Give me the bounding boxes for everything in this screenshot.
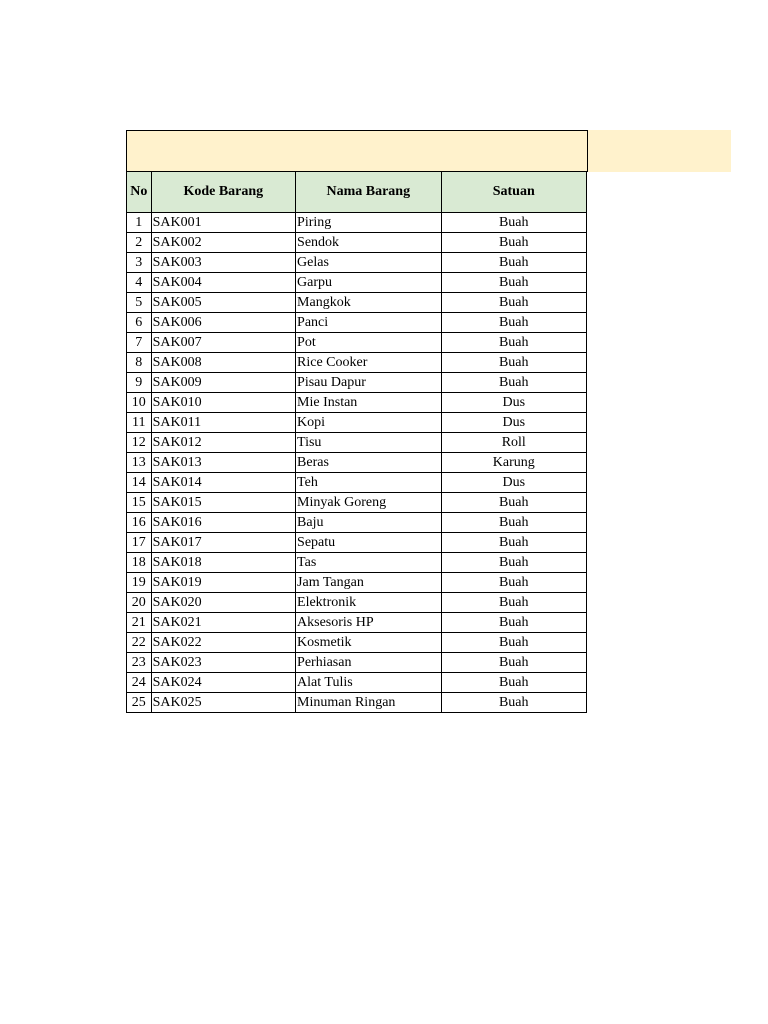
cell-satuan[interactable]: Buah xyxy=(441,273,587,293)
cell-satuan[interactable]: Buah xyxy=(441,493,587,513)
table-body xyxy=(127,213,587,713)
cell-satuan[interactable]: Buah xyxy=(441,653,587,673)
table-row xyxy=(127,493,587,513)
table-row xyxy=(127,593,587,613)
cell-nama-barang[interactable]: Sendok xyxy=(296,233,441,253)
cell-kode-barang[interactable]: SAK001 xyxy=(151,213,295,233)
cell-kode-barang[interactable]: SAK004 xyxy=(151,273,295,293)
cell-no[interactable]: 23 xyxy=(127,653,152,673)
cell-kode-barang[interactable]: SAK020 xyxy=(151,593,295,613)
cell-nama-barang[interactable]: Rice Cooker xyxy=(296,353,441,373)
table-row xyxy=(127,233,587,253)
cell-no[interactable]: 3 xyxy=(127,253,152,273)
cell-nama-barang[interactable]: Kosmetik xyxy=(296,633,441,653)
cell-nama-barang[interactable]: Mangkok xyxy=(296,293,441,313)
cell-nama-barang[interactable]: Pisau Dapur xyxy=(296,373,441,393)
title-cell xyxy=(126,130,588,172)
table-row xyxy=(127,513,587,533)
cell-kode-barang[interactable]: SAK011 xyxy=(151,413,295,433)
cell-kode-barang[interactable]: SAK017 xyxy=(151,533,295,553)
table-row xyxy=(127,373,587,393)
cell-kode-barang[interactable]: SAK006 xyxy=(151,313,295,333)
table-row xyxy=(127,353,587,373)
cell-nama-barang[interactable]: Gelas xyxy=(296,253,441,273)
table-row xyxy=(127,613,587,633)
table-row xyxy=(127,693,587,713)
cell-satuan[interactable]: Karung xyxy=(441,453,587,473)
cell-nama-barang[interactable]: Piring xyxy=(296,213,441,233)
table-row xyxy=(127,533,587,553)
cell-satuan[interactable]: Buah xyxy=(441,693,587,713)
table-row xyxy=(127,433,587,453)
cell-nama-barang[interactable]: Pot xyxy=(296,333,441,353)
cell-kode-barang[interactable]: SAK007 xyxy=(151,333,295,353)
cell-nama-barang[interactable]: Beras xyxy=(296,453,441,473)
cell-no[interactable]: 15 xyxy=(127,493,152,513)
cell-satuan[interactable]: Buah xyxy=(441,293,587,313)
cell-satuan[interactable]: Buah xyxy=(441,333,587,353)
header-nama-barang: Nama Barang xyxy=(296,172,441,213)
cell-satuan[interactable]: Buah xyxy=(441,633,587,653)
header-satuan: Satuan xyxy=(441,172,587,213)
cell-no[interactable]: 12 xyxy=(127,433,152,453)
header-no: No xyxy=(127,172,152,213)
cell-nama-barang[interactable]: Tas xyxy=(296,553,441,573)
cell-nama-barang[interactable]: Mie Instan xyxy=(296,393,441,413)
cell-satuan[interactable]: Buah xyxy=(441,253,587,273)
table-row xyxy=(127,553,587,573)
cell-nama-barang[interactable]: Elektronik xyxy=(296,593,441,613)
cell-satuan[interactable]: Buah xyxy=(441,533,587,553)
cell-nama-barang[interactable]: Panci xyxy=(296,313,441,333)
cell-kode-barang[interactable]: SAK009 xyxy=(151,373,295,393)
table-row xyxy=(127,413,587,433)
cell-satuan[interactable]: Buah xyxy=(441,353,587,373)
cell-no[interactable]: 18 xyxy=(127,553,152,573)
cell-kode-barang[interactable]: SAK003 xyxy=(151,253,295,273)
header-row xyxy=(127,172,587,213)
cell-kode-barang[interactable]: SAK002 xyxy=(151,233,295,253)
cell-kode-barang[interactable]: SAK023 xyxy=(151,653,295,673)
cell-kode-barang[interactable]: SAK010 xyxy=(151,393,295,413)
cell-no[interactable]: 20 xyxy=(127,593,152,613)
cell-nama-barang[interactable]: Baju xyxy=(296,513,441,533)
cell-kode-barang[interactable]: SAK024 xyxy=(151,673,295,693)
table-row xyxy=(127,653,587,673)
cell-nama-barang[interactable]: Perhiasan xyxy=(296,653,441,673)
cell-satuan[interactable]: Buah xyxy=(441,313,587,333)
cell-nama-barang[interactable]: Kopi xyxy=(296,413,441,433)
cell-kode-barang[interactable]: SAK013 xyxy=(151,453,295,473)
cell-satuan[interactable]: Roll xyxy=(441,433,587,453)
cell-no[interactable]: 4 xyxy=(127,273,152,293)
cell-no[interactable]: 22 xyxy=(127,633,152,653)
cell-no[interactable]: 5 xyxy=(127,293,152,313)
cell-kode-barang[interactable]: SAK019 xyxy=(151,573,295,593)
cell-no[interactable]: 6 xyxy=(127,313,152,333)
cell-nama-barang[interactable]: Minuman Ringan xyxy=(296,693,441,713)
table-row xyxy=(127,393,587,413)
cell-satuan[interactable]: Buah xyxy=(441,233,587,253)
cell-kode-barang[interactable]: SAK012 xyxy=(151,433,295,453)
cell-satuan[interactable]: Buah xyxy=(441,573,587,593)
table-row xyxy=(127,293,587,313)
cell-nama-barang[interactable]: Jam Tangan xyxy=(296,573,441,593)
cell-no[interactable]: 14 xyxy=(127,473,152,493)
cell-satuan[interactable]: Dus xyxy=(441,473,587,493)
cell-nama-barang[interactable]: Teh xyxy=(296,473,441,493)
cell-no[interactable]: 1 xyxy=(127,213,152,233)
table-row xyxy=(127,333,587,353)
cell-no[interactable]: 16 xyxy=(127,513,152,533)
cell-no[interactable]: 19 xyxy=(127,573,152,593)
cell-satuan[interactable]: Buah xyxy=(441,513,587,533)
table-row xyxy=(127,473,587,493)
cell-kode-barang[interactable]: SAK005 xyxy=(151,293,295,313)
cell-nama-barang[interactable]: Minyak Goreng xyxy=(296,493,441,513)
cell-kode-barang[interactable]: SAK018 xyxy=(151,553,295,573)
cell-satuan[interactable]: Buah xyxy=(441,593,587,613)
cell-no[interactable]: 8 xyxy=(127,353,152,373)
cell-satuan[interactable]: Buah xyxy=(441,613,587,633)
cell-no[interactable]: 17 xyxy=(127,533,152,553)
cell-kode-barang[interactable]: SAK021 xyxy=(151,613,295,633)
cell-nama-barang[interactable]: Aksesoris HP xyxy=(296,613,441,633)
cell-nama-barang[interactable]: Alat Tulis xyxy=(296,673,441,693)
table-row xyxy=(127,213,587,233)
cell-kode-barang[interactable]: SAK025 xyxy=(151,693,295,713)
table-row xyxy=(127,313,587,333)
cell-no[interactable]: 11 xyxy=(127,413,152,433)
cell-satuan[interactable]: Dus xyxy=(441,413,587,433)
cell-no[interactable]: 10 xyxy=(127,393,152,413)
cell-satuan[interactable]: Buah xyxy=(441,673,587,693)
cell-no[interactable]: 25 xyxy=(127,693,152,713)
table-row xyxy=(127,573,587,593)
cell-kode-barang[interactable]: SAK022 xyxy=(151,633,295,653)
cell-no[interactable]: 13 xyxy=(127,453,152,473)
cell-no[interactable]: 24 xyxy=(127,673,152,693)
cell-satuan[interactable]: Buah xyxy=(441,553,587,573)
table-row xyxy=(127,633,587,653)
cell-kode-barang[interactable]: SAK008 xyxy=(151,353,295,373)
item-table xyxy=(126,171,587,713)
cell-no[interactable]: 9 xyxy=(127,373,152,393)
table-row xyxy=(127,253,587,273)
cell-nama-barang[interactable]: Sepatu xyxy=(296,533,441,553)
cell-satuan[interactable]: Buah xyxy=(441,373,587,393)
cell-nama-barang[interactable]: Garpu xyxy=(296,273,441,293)
table-row xyxy=(127,673,587,693)
cell-no[interactable]: 7 xyxy=(127,333,152,353)
table-row xyxy=(127,273,587,293)
cell-kode-barang[interactable]: SAK015 xyxy=(151,493,295,513)
header-kode-barang: Kode Barang xyxy=(151,172,295,213)
cell-no[interactable]: 21 xyxy=(127,613,152,633)
cell-satuan[interactable]: Dus xyxy=(441,393,587,413)
cell-kode-barang[interactable]: SAK014 xyxy=(151,473,295,493)
cell-kode-barang[interactable]: SAK016 xyxy=(151,513,295,533)
cell-nama-barang[interactable]: Tisu xyxy=(296,433,441,453)
table-row xyxy=(127,453,587,473)
cell-satuan[interactable]: Buah xyxy=(441,213,587,233)
cell-no[interactable]: 2 xyxy=(127,233,152,253)
